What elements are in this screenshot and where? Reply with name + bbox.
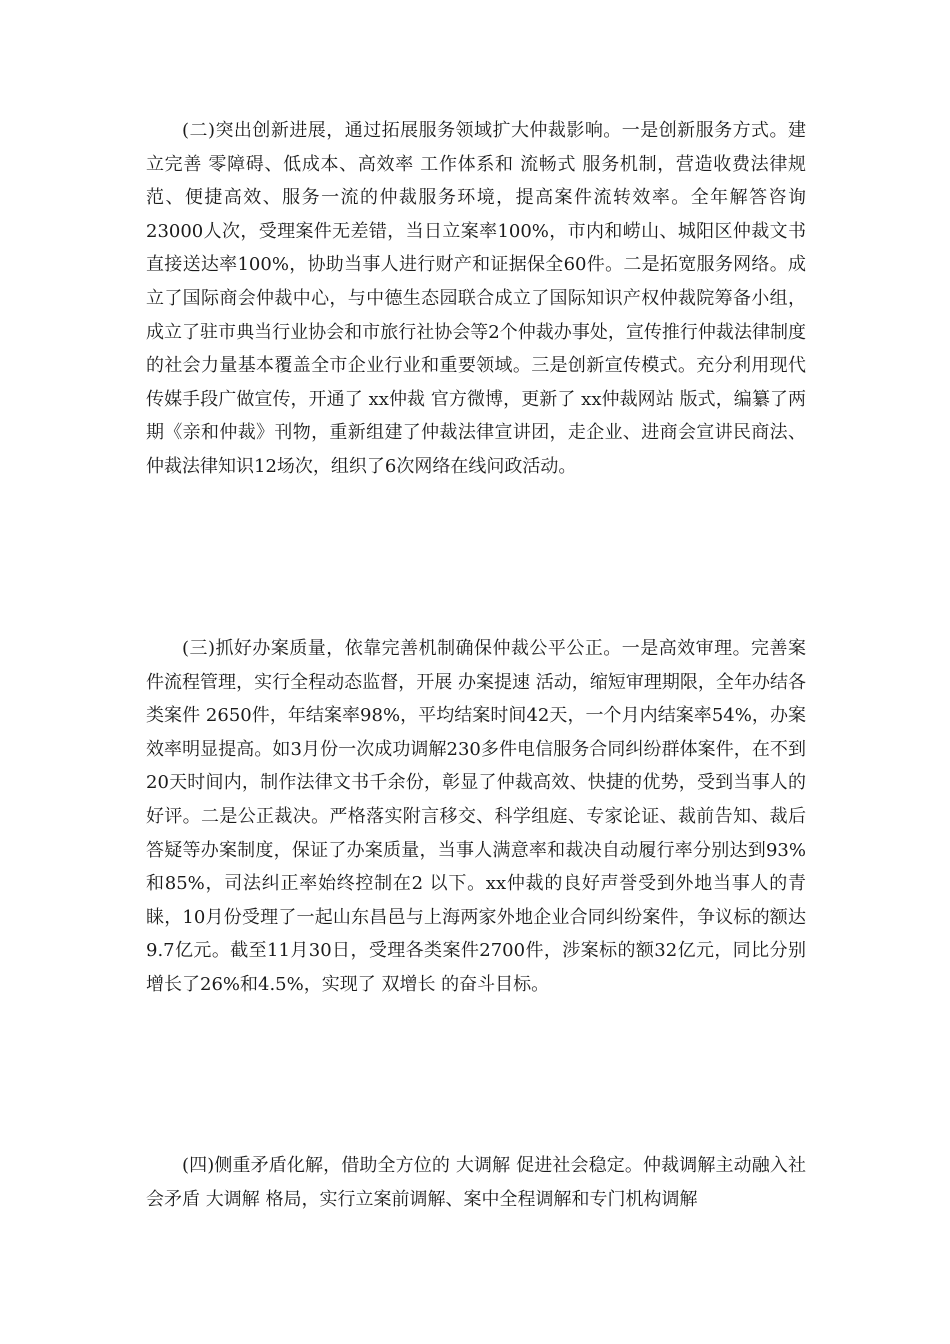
paragraph-case-quality: (三)抓好办案质量，依靠完善机制确保仲裁公平公正。一是高效审理。完善案件流程管理，实行全程动态监督，开展 办案提速 活动，缩短审理期限，全年办结各类案件 2650件，年结案率98%，平均结案时间42天，一个月内结案率54%，办案效率明显提高。如3月份一次成功调解230多件电信服务合同纠纷群体案件，在不到20天时间内，制作法律文书千余份，彰显了仲裁高效、快捷的优势，受到当事人的好评。二是公正裁决。严格落实附言移交、科学组庭、专家论证、裁前告知、裁后答疑等办案制度，保证了办案质量，当事人满意率和裁决自动履行率分别达到93%和85%，司法纠正率始终控制在2 以下。xx仲裁的良好声誉受到外地当事人的青睐，10月份受理了一起山东昌邑与上海两家外地企业合同纠纷案件，争议标的额达9.7亿元。截至11月30日，受理各类案件2700件，涉案标的额32亿元，同比分别增长了26%和4.5%，实现了 双增长 的奋斗目标。 [146,638,806,995]
paragraph-conflict-resolution: (四)侧重矛盾化解，借助全方位的 大调解 促进社会稳定。仲裁调解主动融入社会矛盾 大调解 格局，实行立案前调解、案中全程调解和专门机构调解 [146,1155,806,1210]
paragraph-innovation-progress: (二)突出创新进展，通过拓展服务领域扩大仲裁影响。一是创新服务方式。建立完善 零障碍、低成本、高效率 工作体系和 流畅式 服务机制，营造收费法律规范、便捷高效、服务一流的仲裁服务环境，提高案件流转效率。全年解答咨询23000人次，受理案件无差错，当日立案率100%，市内和崂山、城阳区仲裁文书直接送达率100%，协助当事人进行财产和证据保全60件。二是拓宽服务网络。成立了国际商会仲裁中心，与中德生态园联合成立了国际知识产权仲裁院筹备小组，成立了驻市典当行业协会和市旅行社协会等2个仲裁办事处，宣传推行仲裁法律制度的社会力量基本覆盖全市企业行业和重要领域。三是创新宣传模式。充分利用现代传媒手段广做宣传，开通了 xx仲裁 官方微博，更新了 xx仲裁网站 版式，编纂了两期《亲和仲裁》刊物，重新组建了仲裁法律宣讲团，走企业、进商会宣讲民商法、仲裁法律知识12场次，组织了6次网络在线问政活动。 [146,120,806,477]
